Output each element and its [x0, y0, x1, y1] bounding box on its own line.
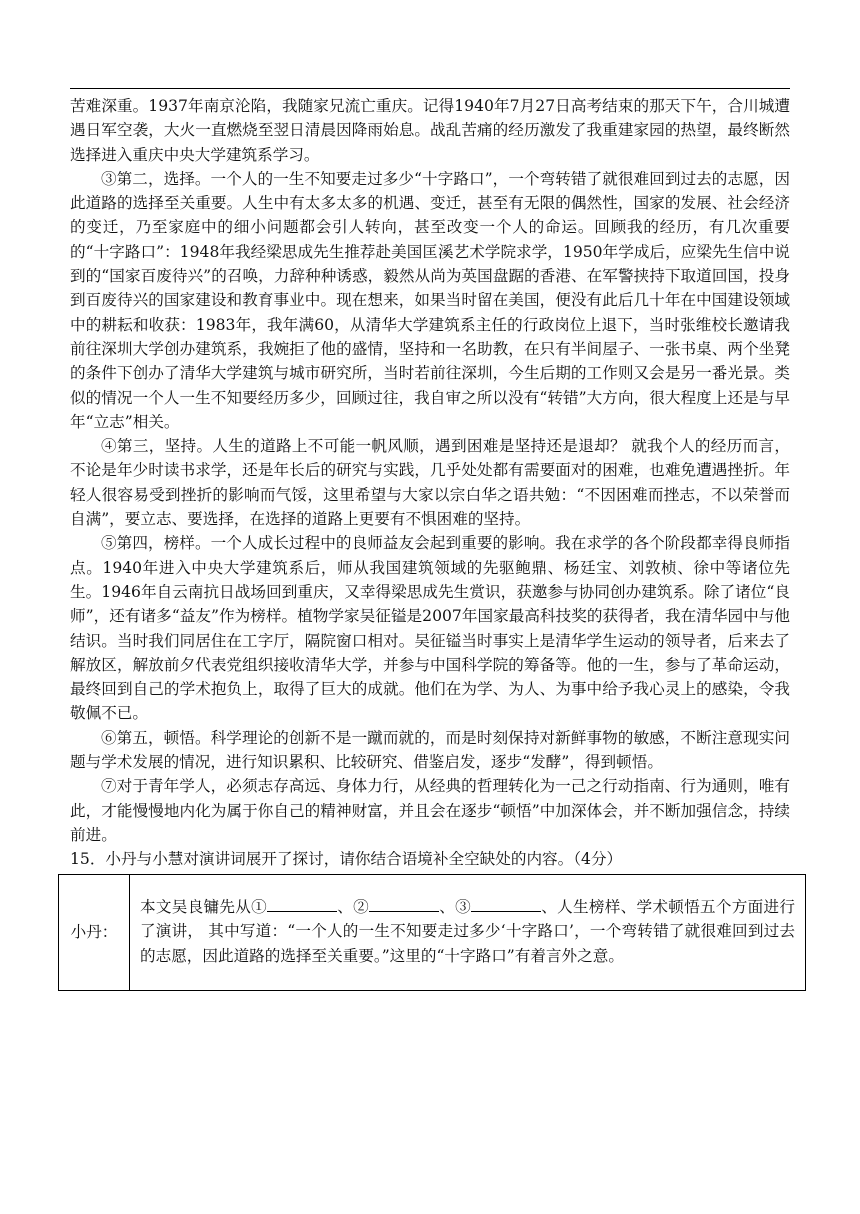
speech-cell: [130, 874, 806, 990]
document-body: [70, 94, 795, 991]
speech-sep2: 、③: [439, 898, 472, 917]
speech-part2: 、人生榜样、学术顿悟五个方面进行了演讲， 其中写道：“一个人的一生不知要走过多少‘十字路口’，一个弯转错了就很难回到过去的志愿，因此道路的选择至关重要。”这里的“十字路口”有着言外之意。: [140, 898, 795, 965]
question-15: 15．小丹与小慧对演讲词展开了探讨，请你结合语境补全空缺处的内容。（4分）: [70, 850, 623, 869]
speech-part1: 本文吴良镛先从①: [140, 898, 267, 917]
blank-3[interactable]: [471, 895, 541, 912]
blank-1[interactable]: [267, 895, 337, 912]
paragraph-3-choice: ③第二，选择。一个人的一生不知要走过多少“十字路口”，一个弯转错了就很难回到过去的志愿，因此道路的选择至关重要。人生中有太多太多的机遇、变迁，甚至有无限的偶然性，国家的发展、社会经济的变迁，乃至家庭中的细小问题都会引人转向，甚至改变一个人的命运。回顾我的经历，有几次重要的“十字路口”：1948年我经梁思成先生推荐赴美国匡溪艺术学院求学，1950年学成后，应梁先生信中说到的“国家百废待兴”的召唤，力辞种种诱惑，毅然从尚为英国盘踞的香港、在军警挟持下取道回国，投身到百废待兴的国家建设和教育事业中。现在想来，如果当时留在美国，便没有此后几十年在中国建设领域中的耕耘和收获：1983年，我年满60，从清华大学建筑系主任的行政岗位上退下，当时张维校长邀请我前往深圳大学创办建筑系，我婉拒了他的盛情，坚持和一名助教，在只有半间屋子、一张书桌、两个坐凳的条件下创办了清华大学建筑与城市研究所，当时若前往深圳，今生后期的工作则又会是另一番光景。类似的情况一个人一生不知要经历多少，回顾过往，我自审之所以没有“转错”大方向，很大程度上还是与早年“立志”相关。: [70, 169, 790, 431]
speech-sep1: 、②: [336, 898, 369, 917]
paragraph-4-persistence: ④第三，坚持。人生的道路上不可能一帆风顺，遇到困难是坚持还是退却？ 就我个人的经历而言，不论是年少时读书求学，还是年长后的研究与实践，几乎处处都有需要面对的困难，也难免遭遇挫折。年轻人很容易受到挫折的影响而气馁，这里希望与大家以宗白华之语共勉：“不因困难而挫志，不以荣誉而自满”，要立志、要选择，在选择的道路上更要有不惧困难的坚持。: [70, 437, 790, 529]
top-rule: [70, 88, 790, 89]
paragraph-7-conclusion: ⑦对于青年学人，必须志存高远、身体力行，从经典的哲理转化为一己之行动指南、行为通则，唯有此，才能慢慢地内化为属于你自己的精神财富，并且会在逐步“顿悟”中加深体会，并不断加强信念，持续前进。: [70, 777, 790, 844]
speaker-label: 小丹：: [59, 874, 130, 990]
answer-table: [58, 874, 806, 991]
blank-2[interactable]: [369, 895, 439, 912]
paragraph-5-role-model: ⑤第四，榜样。一个人成长过程中的良师益友会起到重要的影响。我在求学的各个阶段都幸得良师指点。1940年进入中央大学建筑系后，师从我国建筑领域的先驱鲍鼎、杨廷宝、刘敦桢、徐中等诸位先生。1946年自云南抗日战场回到重庆，又幸得梁思成先生赏识，获邀参与协同创办建筑系。除了诸位“良师”，还有诸多“益友”作为榜样。植物学家吴征镒是2007年国家最高科技奖的获得者，我在清华园中与他结识。当时我们同居住在工字厅，隔院窗口相对。吴征镒当时事实上是清华学生运动的领导者，后来去了解放区，解放前夕代表党组织接收清华大学，并参与中国科学院的筹备等。他的一生，参与了革命运动，最终回到自己的学术抱负上，取得了巨大的成就。他们在为学、为人、为事中给予我心灵上的感染，令我敬佩不已。: [70, 534, 790, 723]
paragraph-continuation: 苦难深重。1937年南京沦陷，我随家兄流亡重庆。记得1940年7月27日高考结束的那天下午，合川城遭遇日军空袭，大火一直燃烧至翌日清晨因降雨始息。战乱苦痛的经历激发了我重建家园的热望，最终断然选择进入重庆中央大学建筑系学习。: [70, 97, 790, 164]
paragraph-6-epiphany: ⑥第五，顿悟。科学理论的创新不是一蹴而就的，而是时刻保持对新鲜事物的敏感，不断注意现实问题与学术发展的情况，进行知识累积、比较研究、借鉴启发，逐步“发酵”，得到顿悟。: [70, 728, 790, 772]
answer-row: [59, 874, 806, 990]
